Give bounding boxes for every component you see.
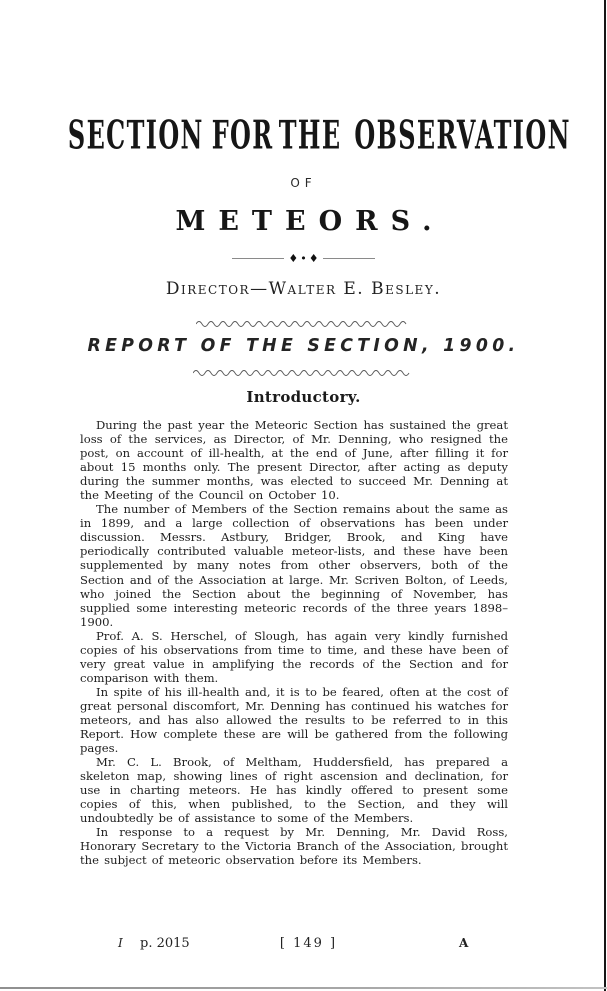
paragraph: In response to a request by Mr. Denning, Mr. David Ross, Honorary Secretary to the Victoria Branch of the Association, brought the subject of meteoric observation before its Members.	[80, 825, 508, 868]
signature-mark: I	[118, 936, 123, 950]
body-text	[80, 418, 508, 868]
scan-edge-line-right	[604, 0, 606, 991]
wavy-divider	[196, 319, 412, 327]
plate-reference: p. 2015	[140, 936, 190, 951]
introductory-heading: Introductory.	[246, 388, 361, 406]
paragraph: The number of Members of the Section remains about the same as in 1899, and a large collection of observations has been under discussion. Messrs. Astbury, Bridger, Brook, and King have periodically contributed valuable meteor-lists, and these have been supplemented by many notes from other observers, both of the Section and of the Association at large. Mr. Scriven Bolton, of Leeds, who joined the Section about the beginning of November, has supplied some interesting meteoric records of the three years 1898–1900.	[80, 502, 508, 629]
gathering-mark: A	[459, 936, 470, 950]
section-title	[62, 114, 571, 162]
title-meteors: METEORS.	[175, 206, 445, 237]
divider-rule-right	[323, 258, 375, 259]
section-title-word: SECTION	[67, 114, 204, 159]
page-footer	[0, 936, 607, 954]
divider-rule-left	[232, 258, 284, 259]
diamond-ornament-icon: ♦•♦	[288, 252, 321, 265]
section-title-word: THE	[279, 114, 342, 159]
director-byline: Director—Walter E. Besley.	[165, 279, 442, 299]
section-title-word: OBSERVATION	[354, 114, 571, 159]
paragraph: In spite of his ill-health and, it is to be feared, often at the cost of great personal discomfort, Mr. Denning has continued his watches for meteors, and has also allowed the results to be referred to in this Report. How complete these are will be gathered from the following pages.	[80, 684, 508, 756]
paragraph: During the past year the Meteoric Section has sustained the great loss of the services, as Director, of Mr. Denning, who resigned the post, on account of ill-health, at the end of June, after filling it for about 15 months only. The present Director, after acting as deputy during the summer months, was elected to succeed Mr. Denning at the Meeting of the Council on October 10.	[80, 418, 508, 503]
report-heading: REPORT OF THE SECTION, 1900.	[87, 335, 520, 356]
scan-edge-line-bottom	[0, 987, 607, 989]
ornament-divider	[0, 254, 607, 263]
wavy-divider	[193, 368, 415, 376]
section-title-word: FOR	[211, 114, 274, 159]
page-number: [ 149 ]	[279, 936, 338, 951]
paragraph: Mr. C. L. Brook, of Meltham, Huddersfield, has prepared a skeleton map, showing lines of right ascension and declination, for use in charting meteors. He has kindly offered to present some copies of this, when published, to the Section, and they will undoubtedly be of assistance to some of the Members.	[80, 755, 508, 826]
title-of-label: OF	[290, 176, 317, 190]
paragraph: Prof. A. S. Herschel, of Slough, has again very kindly furnished copies of his observations from time to time, and these have been of very great value in amplifying the records of the Section and for comparison with them.	[80, 628, 508, 685]
